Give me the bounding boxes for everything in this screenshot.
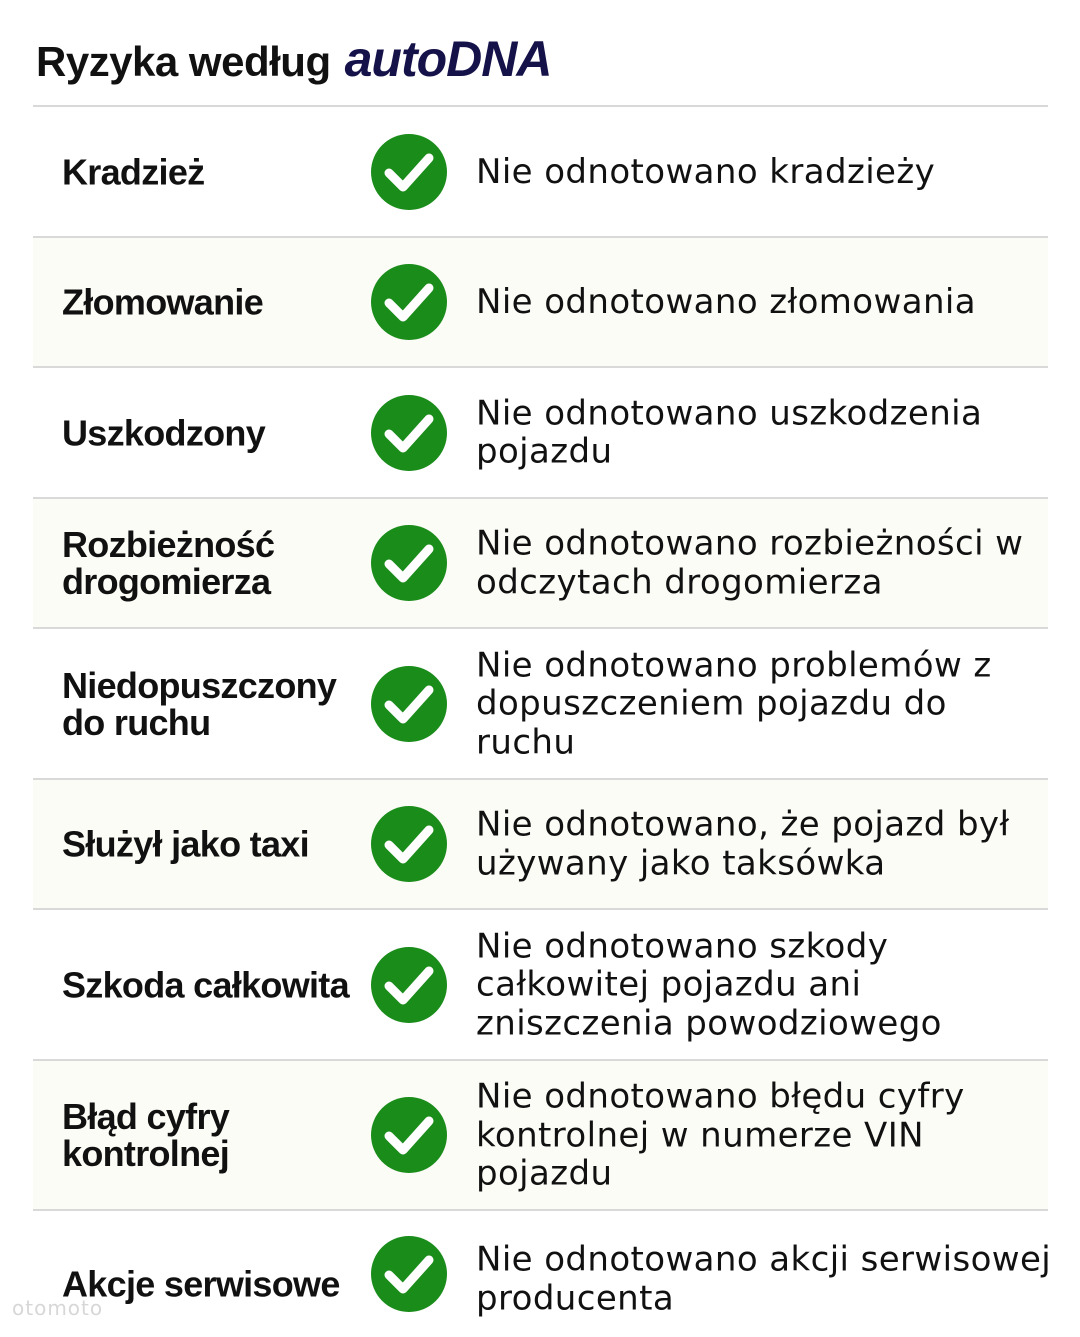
checkmark-circle-icon [370,394,448,472]
risk-description: Nie odnotowano błędu cyfry kontrolnej w numerze VIN pojazdu [476,1076,965,1194]
risk-description: Nie odnotowano uszkodzenia pojazdu [476,393,983,472]
report-header [36,30,551,94]
risk-label: Uszkodzony [62,412,266,453]
risk-label: Złomowanie [62,281,264,323]
risk-row-check-digit [33,1061,1048,1211]
checkmark-circle-icon [370,133,448,211]
risk-row-total-loss [33,910,1048,1061]
risk-row-damaged [33,368,1048,499]
checkmark-circle-icon [370,524,448,602]
risk-label: Kradzież [62,151,205,192]
checkmark-circle-icon [370,263,448,341]
risk-description: Nie odnotowano rozbieżności w odczytach drogomierza [476,523,1024,602]
risk-description: Nie odnotowano, że pojazd był używany jako taksówka [476,804,1010,883]
checkmark-circle-icon [370,805,448,883]
checkmark-circle-icon [370,1235,448,1313]
risk-label: Błąd cyfry kontrolnej [62,1096,230,1174]
risk-description: Nie odnotowano złomowania [476,281,976,322]
risk-description: Nie odnotowano problemów z dopuszczeniem pojazdu do ruchu [476,644,992,762]
autodna-logo: autoDNA [344,31,552,87]
risk-row-scrapped [33,238,1048,368]
risk-description: Nie odnotowano szkody całkowitej pojazdu ani zniszczenia powodziowego [476,925,942,1043]
risk-row-taxi [33,780,1048,910]
risk-label: Rozbieżność drogomierza [62,524,275,602]
risk-row-theft [33,107,1048,238]
watermark: otomoto [12,1296,104,1320]
risk-description: Nie odnotowano kradzieży [476,151,936,192]
risk-table [33,105,1052,1337]
risk-description: Nie odnotowano akcji serwisowej producenta [476,1239,1052,1319]
risk-row-recalls [33,1211,1052,1337]
checkmark-circle-icon [370,1096,448,1174]
page-title: Ryzyka według [36,38,331,85]
checkmark-circle-icon [370,946,448,1024]
risk-label: Szkoda całkowita [62,964,349,1005]
risk-label: Akcje serwisowe [62,1263,340,1305]
risk-label: Niedopuszczony do ruchu [62,664,337,743]
risk-label: Służył jako taxi [62,823,309,865]
checkmark-circle-icon [370,665,448,743]
risk-row-not-roadworthy [33,629,1048,780]
risk-row-odometer [33,499,1048,629]
